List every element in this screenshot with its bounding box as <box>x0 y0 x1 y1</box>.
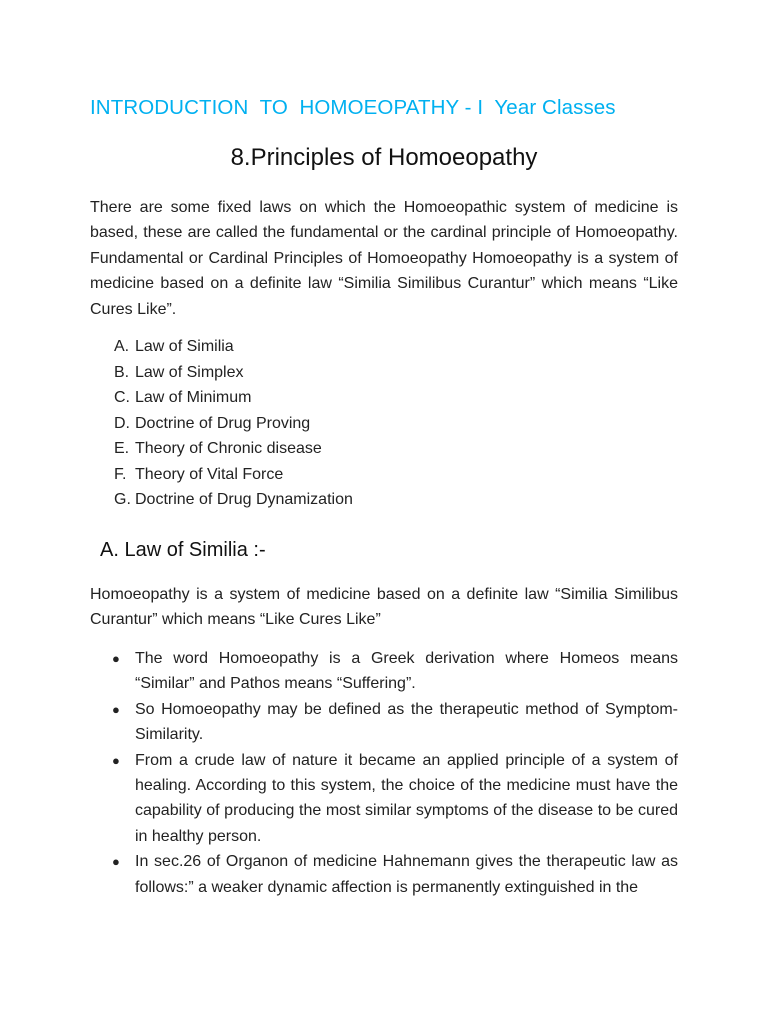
bullet-item <box>90 849 678 900</box>
principle-item <box>90 360 353 386</box>
bullet-icon: ● <box>112 854 120 870</box>
principle-item <box>90 385 353 411</box>
section-heading-law-of-similia: A. Law of Similia :- <box>100 539 266 561</box>
bullet-text: In sec.26 of Organon of medicine Hahnemann gives the therapeutic law as follows:” a weaker dynamic affection is permanently extinguished in the <box>135 853 678 896</box>
principle-label: Law of Similia <box>135 338 234 355</box>
principle-item <box>90 436 353 462</box>
bullet-text: So Homoeopathy may be defined as the therapeutic method of Symptom-Similarity. <box>135 700 678 744</box>
bullet-icon: ● <box>112 752 120 768</box>
section-paragraph: Homoeopathy is a system of medicine based on a definite law “Similia Similibus Curantur” which means “Like Cures Like” <box>90 586 678 629</box>
principle-label: Theory of Chronic disease <box>135 440 322 457</box>
course-header: INTRODUCTION TO HOMOEOPATHY - I Year Classes <box>90 96 616 119</box>
principle-marker: G. <box>114 491 131 508</box>
principle-marker: F. <box>114 465 127 483</box>
principle-label: Doctrine of Drug Dynamization <box>135 491 353 508</box>
principle-item <box>90 411 353 437</box>
principle-marker: D. <box>114 414 130 432</box>
bullet-item <box>90 646 678 697</box>
principle-marker: C. <box>114 389 130 406</box>
principle-label: Law of Minimum <box>135 389 252 406</box>
principle-marker: A. <box>114 338 130 355</box>
bullet-icon: ● <box>112 701 120 717</box>
bullet-icon: ● <box>112 651 120 666</box>
principle-label: Law of Simplex <box>135 363 244 381</box>
principle-marker: E. <box>114 440 130 457</box>
principle-item <box>90 462 353 488</box>
principles-list <box>90 334 353 513</box>
principle-item <box>90 334 353 360</box>
intro-paragraph: There are some fixed laws on which the Homoeopathic system of medicine is based, these are called the fundamental or the cardinal principle of Homoeopathy. Fundamental or Cardinal Principles of Homoeopathy Homoeopathy is a system of medicine based on a definite law “Similia Similibus Curantur” which means “Like Cures Like”. <box>90 199 678 318</box>
principle-label: Doctrine of Drug Proving <box>135 414 311 432</box>
bullet-item <box>90 697 678 748</box>
bullet-text: From a crude law of nature it became an applied principle of a system of healing. According to this system, the choice of the medicine must have the capability of producing the most similar symptoms of the disease to be cured in healthy person. <box>135 751 678 845</box>
principle-label: Theory of Vital Force <box>135 465 284 483</box>
principle-item <box>90 487 353 513</box>
chapter-title: 8.Principles of Homoeopathy <box>230 144 538 171</box>
bullet-item <box>90 748 678 850</box>
bullet-list <box>90 646 678 900</box>
principle-marker: B. <box>114 363 130 381</box>
bullet-text: The word Homoeopathy is a Greek derivation where Homeos means “Similar” and Pathos means “Suffering”. <box>135 650 678 693</box>
